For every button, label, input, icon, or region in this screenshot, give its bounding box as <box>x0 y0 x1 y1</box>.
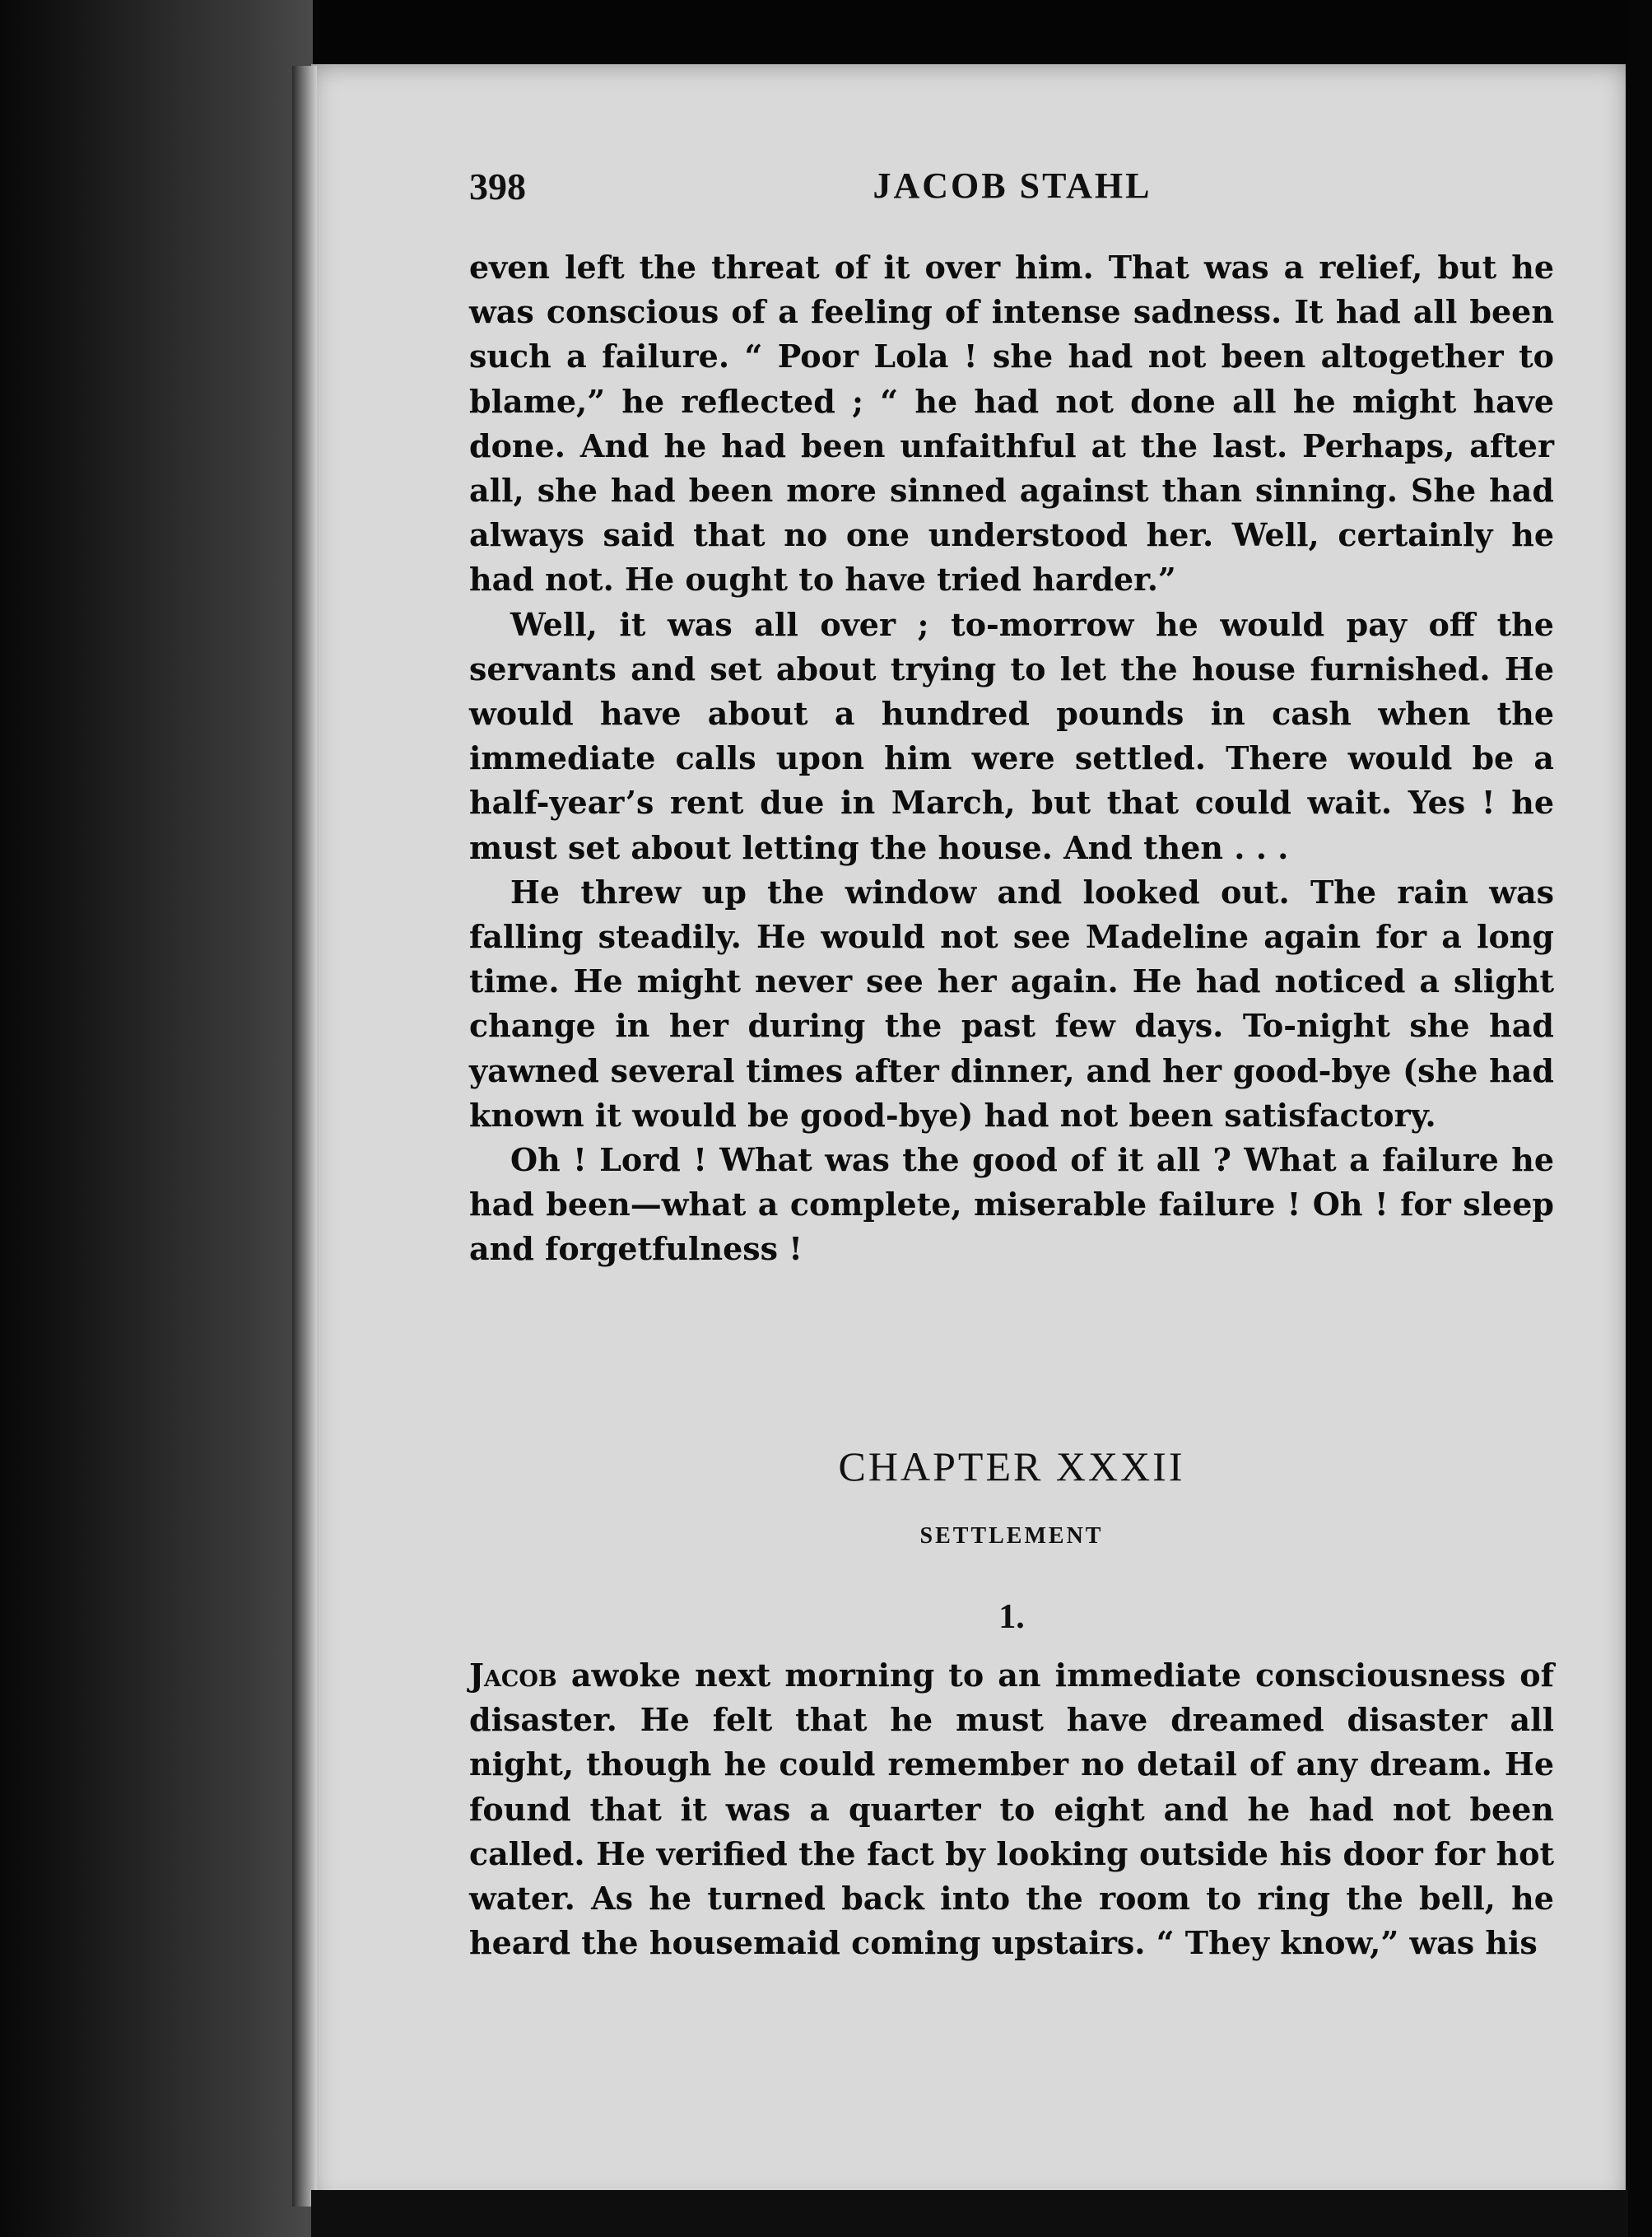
paragraph: even left the threat of it over him. That was a relief, but he was conscious of a feeling of intense sadness. It had all been such a failure. “ Poor Lola ! she had not been altogether to blame,” he reflected ; “ he had not done all he might have done. And he had been unfaithful at the last. Perhaps, after all, she had been more sinned against than sinning. She had always said that no one understood her. Well, certainly he had not. He ought to have tried harder.” <box>469 249 1554 599</box>
page-gutter-edge <box>292 66 317 2207</box>
chapter-body-text <box>469 1653 1554 1965</box>
page-number: 398 <box>469 165 526 207</box>
book-spine <box>0 0 313 2237</box>
section-number: 1. <box>998 1598 1025 1636</box>
paragraph: Oh ! Lord ! What was the good of it all ? What a failure he had been—what a complete, miserable failure ! Oh ! for sleep and forgetfulness ! <box>469 1141 1554 1268</box>
chapter-subtitle: SETTLEMENT <box>919 1523 1104 1549</box>
paragraph: He threw up the window and looked out. The rain was falling steadily. He would not see Madeline again for a long time. He might never see her again. He had noticed a slight change in her during the past few days. To-night she had yawned several times after dinner, and her good-bye (she had known it would be good-bye) had not been satisfactory. <box>469 873 1554 1134</box>
opening-word: Jacob <box>469 1657 557 1694</box>
page-header <box>469 165 1556 222</box>
opening-paragraph-text: awoke next morning to an immediate consciousness of disaster. He felt that he must have dreamed disaster all night, though he could remember no detail of any dream. He found that it was a quarter to eight and he had not been called. He verified the fact by looking outside his door for hot water. As he turned back into the room to ring the bell, he heard the housemaid coming upstairs. “ They know,” was his <box>469 1657 1554 1962</box>
running-head: JACOB STAHL <box>873 165 1152 206</box>
scan-bottom-border <box>311 2190 1628 2237</box>
chapter-title: CHAPTER XXXII <box>838 1443 1185 1489</box>
paragraph: Well, it was all over ; to-morrow he would pay off the servants and set about trying to let the house furnished. He would have about a hundred pounds in cash when the immediate calls upon him were settled. There would be a half-year’s rent due in March, but that could wait. Yes ! he must set about letting the house. And then . . . <box>469 605 1554 866</box>
chapter-opening-paragraph <box>469 1653 1554 1965</box>
body-text <box>469 245 1554 1272</box>
scan-right-border <box>1626 0 1652 2237</box>
